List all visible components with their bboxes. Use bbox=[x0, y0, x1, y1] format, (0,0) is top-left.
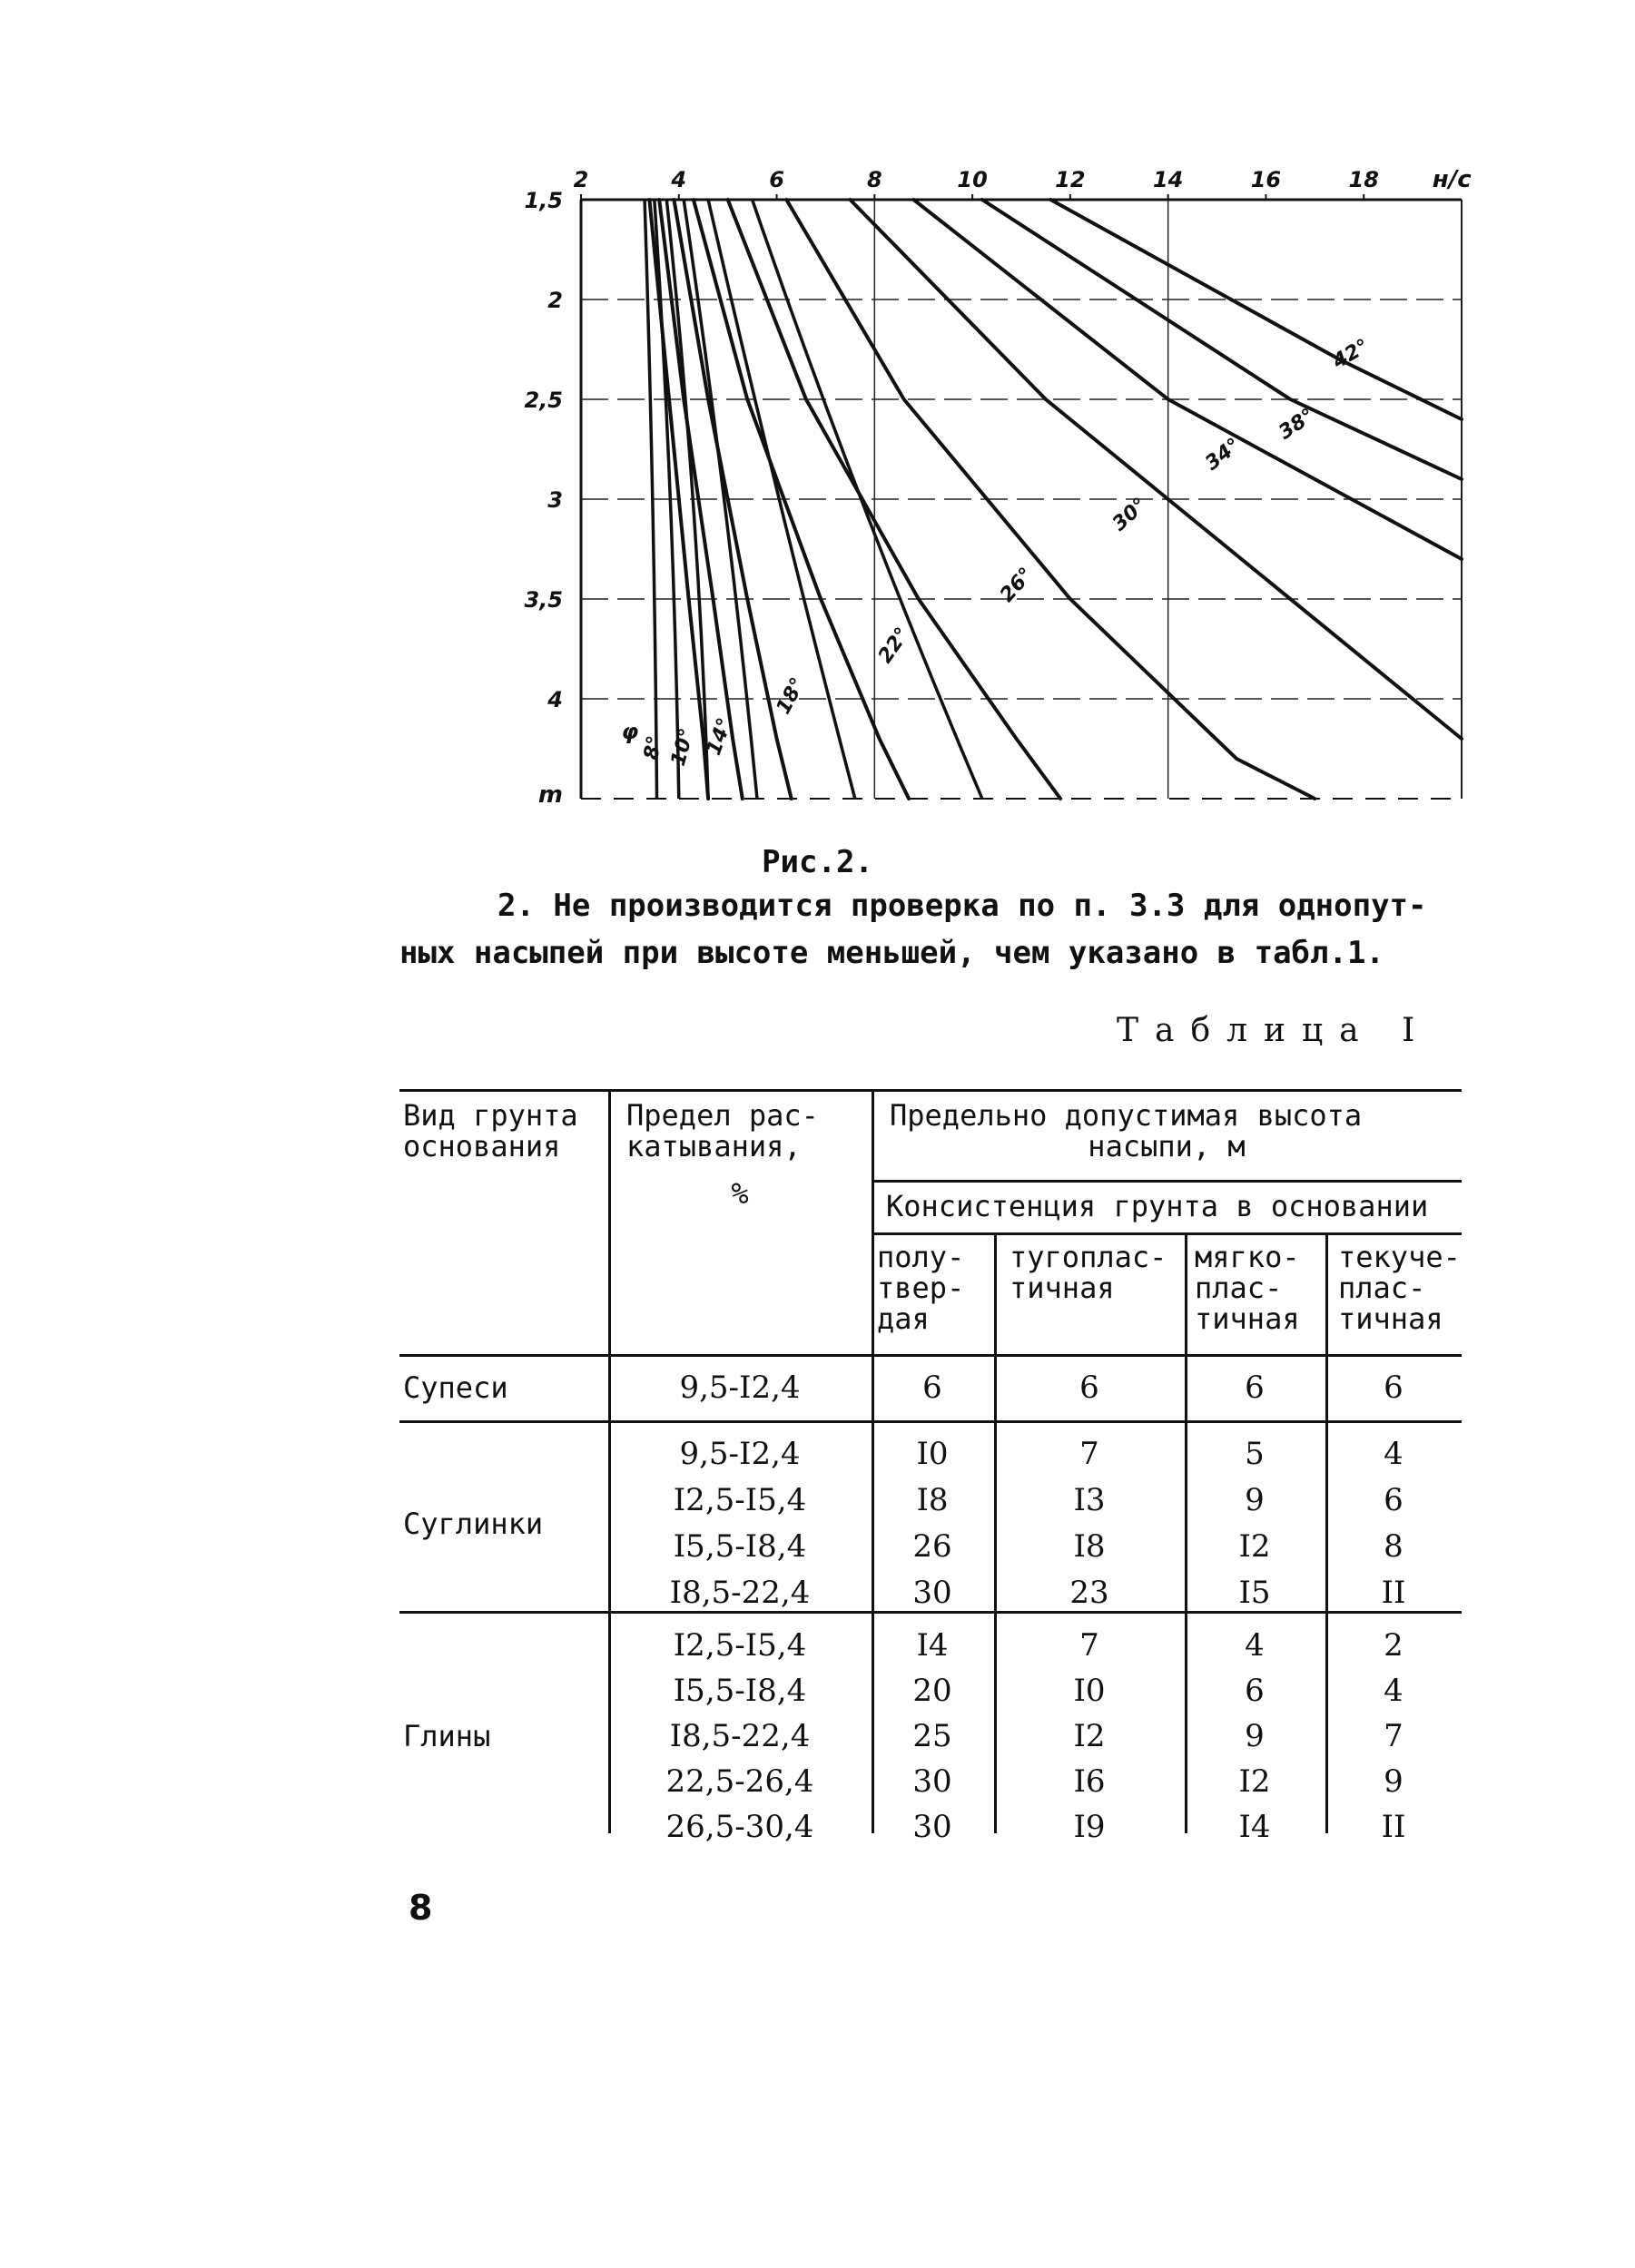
table-rule bbox=[399, 1089, 1462, 1092]
rolling-limit-range: 22,5-26,4 bbox=[665, 1763, 814, 1800]
header-soft-plastic-2: плас- bbox=[1195, 1271, 1283, 1305]
table-rule bbox=[872, 1089, 874, 1833]
height-value: I3 bbox=[1073, 1482, 1106, 1518]
rolling-limit-range: 9,5-I2,4 bbox=[679, 1370, 801, 1406]
height-value: 6 bbox=[1384, 1482, 1404, 1518]
height-value: 9 bbox=[1245, 1482, 1265, 1518]
height-value: 4 bbox=[1245, 1627, 1265, 1664]
y-end-label: m bbox=[537, 781, 563, 809]
height-value: I8 bbox=[916, 1482, 949, 1518]
rolling-limit-range: I8,5-22,4 bbox=[669, 1575, 811, 1611]
curve-label-phi: 10° bbox=[666, 725, 699, 769]
height-value: I4 bbox=[916, 1627, 949, 1664]
height-value: I5 bbox=[1238, 1575, 1271, 1611]
height-value: 4 bbox=[1384, 1436, 1404, 1472]
curve-label-phi: 34° bbox=[1201, 434, 1246, 476]
height-value: 6 bbox=[922, 1370, 942, 1406]
height-value: 6 bbox=[1079, 1370, 1099, 1406]
x-tick-label: 12 bbox=[1055, 167, 1086, 192]
curve-label-phi: 22° bbox=[873, 623, 915, 668]
header-stiff-plastic-1: тугоплас- bbox=[1010, 1240, 1167, 1274]
curve-label-phi: 26° bbox=[995, 563, 1039, 607]
page-number: 8 bbox=[409, 1888, 433, 1928]
y-tick-label: 3 bbox=[547, 487, 563, 513]
header-limit-2: катывания, bbox=[626, 1129, 802, 1163]
table-rule bbox=[399, 1420, 1462, 1423]
height-value: I8 bbox=[1073, 1528, 1106, 1565]
header-semi-solid-2: твер- bbox=[877, 1271, 965, 1305]
header-subgroup: Консистенция грунта в основании bbox=[886, 1189, 1429, 1223]
x-tick-label: 16 bbox=[1250, 167, 1282, 192]
curve-phi-9 bbox=[1050, 200, 1462, 419]
header-fluid-plastic-2: плас- bbox=[1338, 1271, 1426, 1305]
height-value: 26 bbox=[912, 1528, 952, 1565]
x-tick-label: 4 bbox=[671, 167, 687, 192]
y-tick-label: 2,5 bbox=[524, 388, 563, 413]
curve-label-phi: 42° bbox=[1328, 335, 1374, 374]
curve-label-phi: 18° bbox=[772, 673, 811, 719]
height-value: 20 bbox=[912, 1673, 952, 1709]
y-tick-label: 1,5 bbox=[524, 188, 563, 213]
header-group-2: насыпи, м bbox=[1088, 1129, 1246, 1163]
height-value: 25 bbox=[912, 1718, 952, 1754]
curve-phi-6 bbox=[850, 200, 1462, 739]
height-value: 9 bbox=[1384, 1763, 1404, 1800]
header-fluid-plastic-1: текуче- bbox=[1338, 1240, 1461, 1274]
table-rule bbox=[1185, 1232, 1187, 1833]
y-tick-label: 2 bbox=[547, 288, 563, 313]
x-tick-label: 18 bbox=[1348, 167, 1379, 192]
curve-label-phi: 38° bbox=[1275, 404, 1319, 445]
y-tick-label: 4 bbox=[547, 687, 563, 712]
height-value: I2 bbox=[1238, 1763, 1271, 1800]
header-stiff-plastic-2: тичная bbox=[1010, 1271, 1115, 1305]
height-value: I0 bbox=[916, 1436, 949, 1472]
rolling-limit-range: I5,5-I8,4 bbox=[673, 1528, 807, 1565]
height-value: I0 bbox=[1073, 1673, 1106, 1709]
soil-group-name: Суглинки bbox=[403, 1507, 544, 1541]
x-tick-label: 2 bbox=[573, 167, 589, 192]
height-value: 6 bbox=[1245, 1370, 1265, 1406]
y-tick-label: 3,5 bbox=[524, 587, 563, 613]
soil-group-name: Супеси bbox=[403, 1370, 508, 1405]
rolling-limit-range: I2,5-I5,4 bbox=[673, 1482, 807, 1518]
curve-label-phi: 8° bbox=[640, 733, 667, 761]
header-soft-plastic-1: мягко- bbox=[1195, 1240, 1300, 1274]
rolling-limit-range: 9,5-I2,4 bbox=[679, 1436, 801, 1472]
table-rule bbox=[1325, 1232, 1328, 1833]
height-value: I6 bbox=[1073, 1763, 1106, 1800]
height-value: 2 bbox=[1384, 1627, 1404, 1664]
stability-chart bbox=[508, 145, 1507, 817]
header-semi-solid-1: полу- bbox=[877, 1240, 965, 1274]
soil-group-name: Глины bbox=[403, 1719, 491, 1753]
height-value: 8 bbox=[1384, 1528, 1404, 1565]
height-value: 4 bbox=[1384, 1673, 1404, 1709]
rolling-limit-range: 26,5-30,4 bbox=[665, 1809, 814, 1845]
header-soft-plastic-3: тичная bbox=[1195, 1301, 1300, 1336]
header-limit-1: Предел рас- bbox=[626, 1098, 819, 1133]
paragraph-line-1: 2. Не производится проверка по п. 3.3 для однопут- bbox=[497, 888, 1427, 924]
height-value: 30 bbox=[912, 1809, 952, 1845]
figure-caption: Рис.2. bbox=[762, 844, 873, 880]
height-value: 6 bbox=[1384, 1370, 1404, 1406]
height-value: I2 bbox=[1073, 1718, 1106, 1754]
height-value: II bbox=[1381, 1809, 1406, 1845]
height-value: 23 bbox=[1069, 1575, 1109, 1611]
x-tick-label: 14 bbox=[1152, 167, 1184, 192]
x-tick-label: 8 bbox=[866, 167, 882, 192]
height-value: I2 bbox=[1238, 1528, 1271, 1565]
height-limits-table bbox=[399, 1089, 1462, 1888]
height-value: 5 bbox=[1245, 1436, 1265, 1472]
table-rule bbox=[994, 1232, 997, 1833]
chart-grid bbox=[581, 200, 1462, 799]
height-value: 30 bbox=[912, 1763, 952, 1800]
curve-label-phi: 30° bbox=[1108, 493, 1152, 536]
header-soil-type-1: Вид грунта bbox=[403, 1098, 578, 1133]
header-limit-unit: % bbox=[731, 1176, 749, 1211]
header-semi-solid-3: дая bbox=[877, 1301, 930, 1336]
rolling-limit-range: I5,5-I8,4 bbox=[673, 1673, 807, 1709]
height-value: 9 bbox=[1245, 1718, 1265, 1754]
height-value: 7 bbox=[1079, 1627, 1099, 1664]
height-value: 30 bbox=[912, 1575, 952, 1611]
x-tick-label: 6 bbox=[769, 167, 784, 192]
paragraph-line-2: ных насыпей при высоте меньшей, чем указано в табл.1. bbox=[399, 935, 1384, 971]
curve-phi-8 bbox=[982, 200, 1462, 479]
height-value: 6 bbox=[1245, 1673, 1265, 1709]
table-rule bbox=[872, 1180, 1462, 1183]
table-title: Таблица I bbox=[1117, 1012, 1432, 1049]
header-group-1: Предельно допустимая высота bbox=[890, 1098, 1363, 1133]
table-rule bbox=[872, 1232, 1462, 1235]
header-fluid-plastic-3: тичная bbox=[1338, 1301, 1443, 1336]
height-value: I9 bbox=[1073, 1809, 1106, 1845]
table-rule bbox=[399, 1611, 1462, 1614]
x-unit-label: н/с bbox=[1432, 166, 1472, 193]
height-value: I4 bbox=[1238, 1809, 1271, 1845]
height-value: 7 bbox=[1384, 1718, 1404, 1754]
header-soil-type-2: основания bbox=[403, 1129, 561, 1163]
curve-label-phi: 14° bbox=[702, 714, 737, 759]
table-rule bbox=[399, 1354, 1462, 1357]
height-value: 7 bbox=[1079, 1436, 1099, 1472]
height-value: II bbox=[1381, 1575, 1406, 1611]
rolling-limit-range: I8,5-22,4 bbox=[669, 1718, 811, 1754]
rolling-limit-range: I2,5-I5,4 bbox=[673, 1627, 807, 1664]
x-tick-label: 10 bbox=[957, 167, 988, 192]
phi-symbol: φ bbox=[621, 719, 639, 744]
